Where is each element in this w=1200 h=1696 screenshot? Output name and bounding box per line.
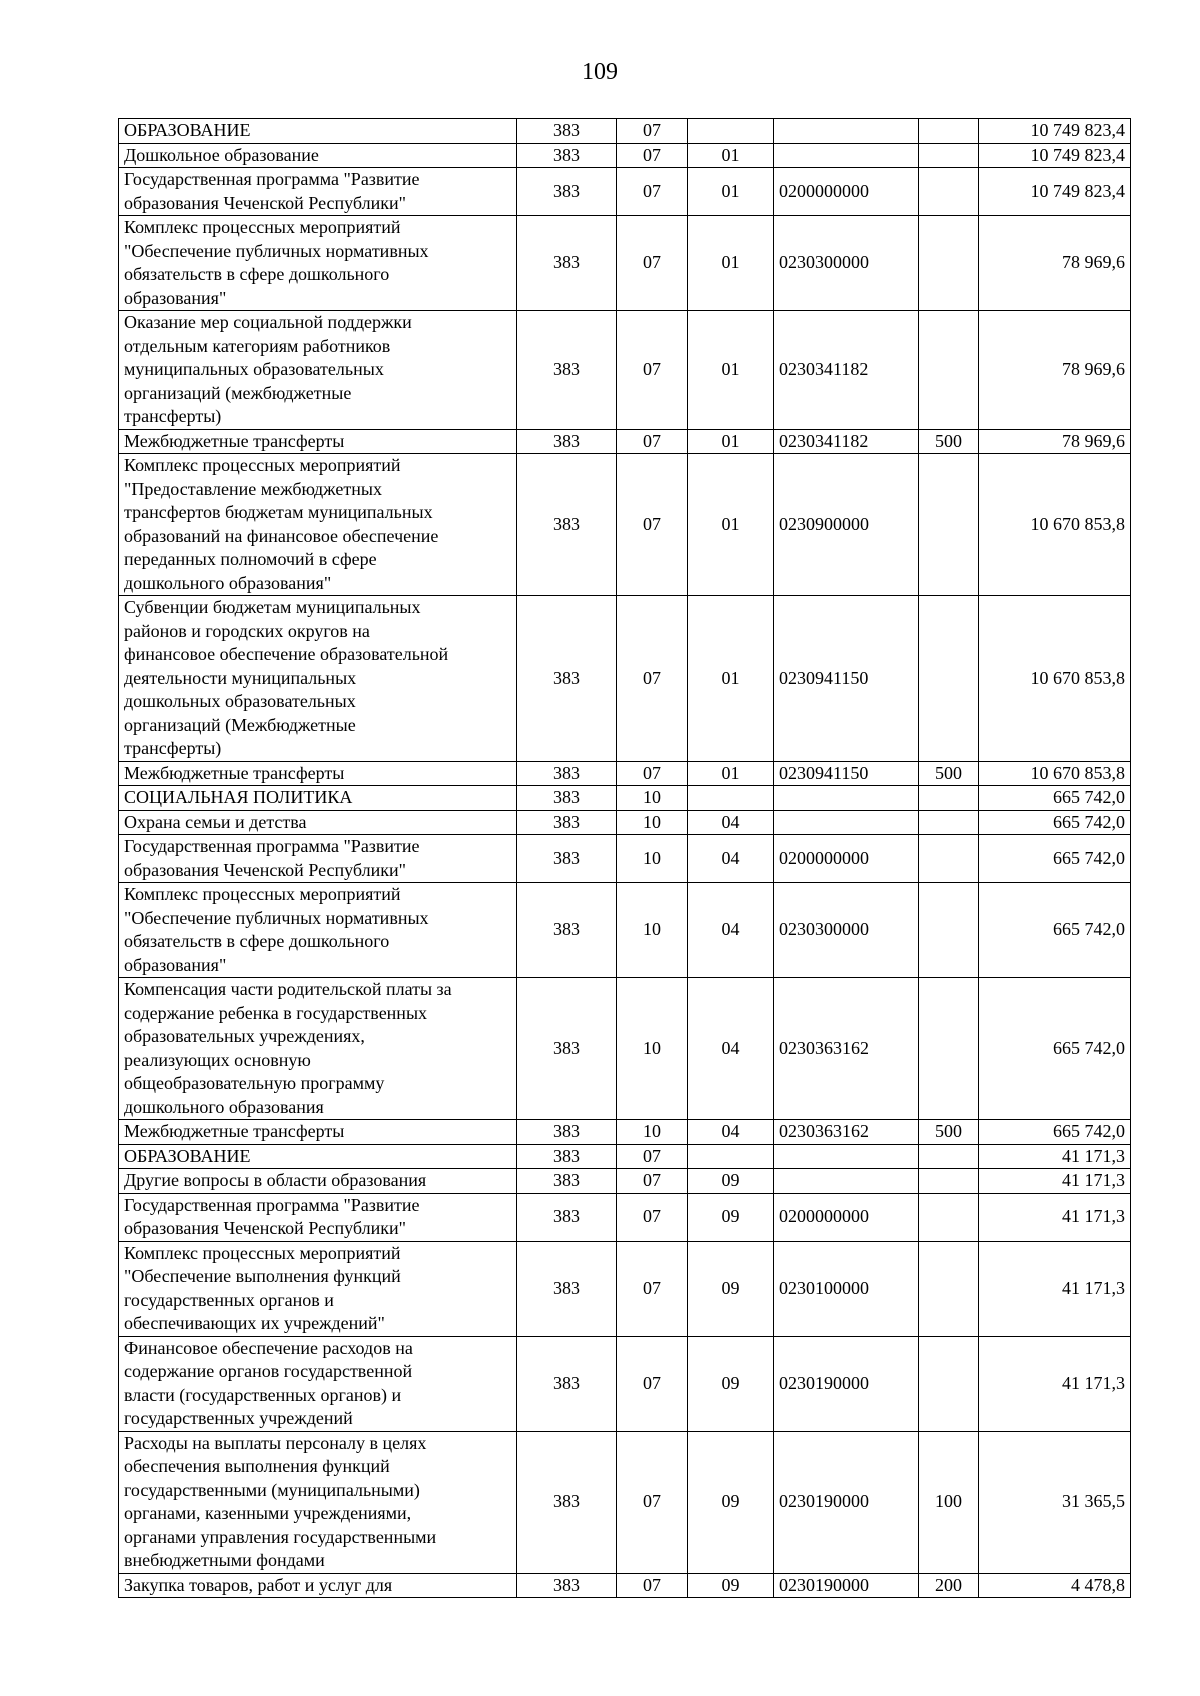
row-glava-cell: 383 (517, 119, 617, 144)
row-csr-cell (774, 119, 919, 144)
row-amount-cell: 78 969,6 (979, 429, 1131, 454)
row-csr-cell: 0230363162 (774, 1120, 919, 1145)
table-row (119, 1573, 1131, 1598)
row-rz-cell: 10 (617, 810, 688, 835)
row-vr-cell (919, 454, 979, 596)
row-glava-cell: 383 (517, 835, 617, 883)
row-amount-cell: 665 742,0 (979, 835, 1131, 883)
row-pr-cell: 09 (688, 1241, 774, 1336)
row-pr-cell: 01 (688, 454, 774, 596)
row-amount-cell: 10 670 853,8 (979, 596, 1131, 762)
row-csr-cell: 0230900000 (774, 454, 919, 596)
row-name-cell: ОБРАЗОВАНИЕ (119, 1144, 517, 1169)
row-csr-cell: 0200000000 (774, 835, 919, 883)
table-row (119, 429, 1131, 454)
row-amount-cell: 78 969,6 (979, 311, 1131, 430)
row-rz-cell: 07 (617, 168, 688, 216)
row-glava-cell: 383 (517, 810, 617, 835)
row-rz-cell: 10 (617, 883, 688, 978)
row-amount-cell: 31 365,5 (979, 1431, 1131, 1573)
row-glava-cell: 383 (517, 429, 617, 454)
row-amount-cell: 10 670 853,8 (979, 454, 1131, 596)
row-pr-cell: 04 (688, 810, 774, 835)
row-vr-cell (919, 1144, 979, 1169)
row-rz-cell: 07 (617, 216, 688, 311)
table-row (119, 216, 1131, 311)
row-csr-cell: 0230363162 (774, 978, 919, 1120)
row-glava-cell: 383 (517, 1573, 617, 1598)
row-name-cell: Государственная программа "Развитие образования Чеченской Республики" (119, 1193, 517, 1241)
row-amount-cell: 665 742,0 (979, 978, 1131, 1120)
row-rz-cell: 07 (617, 1169, 688, 1194)
row-pr-cell: 04 (688, 835, 774, 883)
row-pr-cell (688, 786, 774, 811)
row-csr-cell: 0230190000 (774, 1336, 919, 1431)
row-csr-cell (774, 143, 919, 168)
row-vr-cell (919, 1193, 979, 1241)
table-row (119, 810, 1131, 835)
table-row (119, 454, 1131, 596)
row-rz-cell: 07 (617, 596, 688, 762)
row-vr-cell (919, 810, 979, 835)
row-vr-cell: 500 (919, 761, 979, 786)
table-row (119, 596, 1131, 762)
row-name-cell: ОБРАЗОВАНИЕ (119, 119, 517, 144)
row-vr-cell (919, 168, 979, 216)
table-row (119, 143, 1131, 168)
row-csr-cell (774, 1169, 919, 1194)
row-csr-cell: 0230341182 (774, 429, 919, 454)
row-name-cell: Комплекс процессных мероприятий "Обеспечение выполнения функций государственных органов и обеспечивающих их учреждений" (119, 1241, 517, 1336)
row-vr-cell (919, 883, 979, 978)
row-pr-cell: 01 (688, 429, 774, 454)
row-amount-cell: 665 742,0 (979, 786, 1131, 811)
row-pr-cell: 09 (688, 1169, 774, 1194)
row-csr-cell: 0230341182 (774, 311, 919, 430)
row-amount-cell: 41 171,3 (979, 1144, 1131, 1169)
row-name-cell: Другие вопросы в области образования (119, 1169, 517, 1194)
row-name-cell: Субвенции бюджетам муниципальных районов и городских округов на финансовое обеспечение образовательной деятельности муниципальных дошкольных образовательных организаций (Межбюджетные трансферты) (119, 596, 517, 762)
row-vr-cell: 100 (919, 1431, 979, 1573)
row-glava-cell: 383 (517, 1144, 617, 1169)
row-csr-cell: 0200000000 (774, 1193, 919, 1241)
row-amount-cell: 41 171,3 (979, 1193, 1131, 1241)
row-vr-cell: 500 (919, 1120, 979, 1145)
row-glava-cell: 383 (517, 596, 617, 762)
row-glava-cell: 383 (517, 1241, 617, 1336)
row-glava-cell: 383 (517, 454, 617, 596)
table-row (119, 835, 1131, 883)
row-vr-cell: 500 (919, 429, 979, 454)
row-csr-cell (774, 810, 919, 835)
row-name-cell: Охрана семьи и детства (119, 810, 517, 835)
table-row (119, 168, 1131, 216)
row-rz-cell: 07 (617, 1431, 688, 1573)
row-rz-cell: 07 (617, 1336, 688, 1431)
row-rz-cell: 07 (617, 1144, 688, 1169)
row-vr-cell (919, 1241, 979, 1336)
row-name-cell: СОЦИАЛЬНАЯ ПОЛИТИКА (119, 786, 517, 811)
row-amount-cell: 10 749 823,4 (979, 119, 1131, 144)
row-amount-cell: 78 969,6 (979, 216, 1131, 311)
table-row (119, 311, 1131, 430)
row-glava-cell: 383 (517, 1193, 617, 1241)
table-row (119, 1431, 1131, 1573)
row-rz-cell: 07 (617, 454, 688, 596)
row-vr-cell (919, 216, 979, 311)
row-pr-cell (688, 119, 774, 144)
row-name-cell: Комплекс процессных мероприятий "Предоставление межбюджетных трансфертов бюджетам муниципальных образований на финансовое обеспечение переданных полномочий в сфере дошкольного образования" (119, 454, 517, 596)
row-rz-cell: 07 (617, 311, 688, 430)
row-name-cell: Государственная программа "Развитие образования Чеченской Республики" (119, 835, 517, 883)
table-row (119, 1193, 1131, 1241)
row-glava-cell: 383 (517, 1336, 617, 1431)
row-csr-cell (774, 786, 919, 811)
row-name-cell: Государственная программа "Развитие образования Чеченской Республики" (119, 168, 517, 216)
page-number: 109 (582, 59, 618, 85)
row-rz-cell: 10 (617, 786, 688, 811)
row-glava-cell: 383 (517, 978, 617, 1120)
row-amount-cell: 665 742,0 (979, 1120, 1131, 1145)
row-rz-cell: 07 (617, 1573, 688, 1598)
row-name-cell: Комплекс процессных мероприятий "Обеспечение публичных нормативных обязательств в сфере дошкольного образования" (119, 883, 517, 978)
row-rz-cell: 07 (617, 1193, 688, 1241)
row-name-cell: Дошкольное образование (119, 143, 517, 168)
budget-table-body (119, 119, 1131, 1598)
row-pr-cell: 09 (688, 1573, 774, 1598)
row-vr-cell (919, 835, 979, 883)
row-amount-cell: 41 171,3 (979, 1241, 1131, 1336)
row-pr-cell: 01 (688, 143, 774, 168)
row-csr-cell: 0230100000 (774, 1241, 919, 1336)
row-name-cell: Комплекс процессных мероприятий "Обеспечение публичных нормативных обязательств в сфере дошкольного образования" (119, 216, 517, 311)
row-vr-cell (919, 311, 979, 430)
row-rz-cell: 07 (617, 143, 688, 168)
row-glava-cell: 383 (517, 761, 617, 786)
row-csr-cell: 0200000000 (774, 168, 919, 216)
row-vr-cell (919, 143, 979, 168)
row-glava-cell: 383 (517, 1169, 617, 1194)
row-glava-cell: 383 (517, 786, 617, 811)
row-amount-cell: 4 478,8 (979, 1573, 1131, 1598)
row-amount-cell: 10 749 823,4 (979, 168, 1131, 216)
row-amount-cell: 10 749 823,4 (979, 143, 1131, 168)
table-row (119, 978, 1131, 1120)
table-row (119, 1144, 1131, 1169)
row-vr-cell (919, 119, 979, 144)
row-name-cell: Закупка товаров, работ и услуг для (119, 1573, 517, 1598)
row-glava-cell: 383 (517, 168, 617, 216)
row-name-cell: Оказание мер социальной поддержки отдельным категориям работников муниципальных образовательных организаций (межбюджетные трансферты) (119, 311, 517, 430)
row-pr-cell: 01 (688, 216, 774, 311)
row-csr-cell: 0230190000 (774, 1573, 919, 1598)
row-glava-cell: 383 (517, 1431, 617, 1573)
row-vr-cell (919, 596, 979, 762)
row-name-cell: Межбюджетные трансферты (119, 761, 517, 786)
budget-table (118, 118, 1131, 1598)
row-vr-cell (919, 978, 979, 1120)
row-pr-cell: 04 (688, 883, 774, 978)
table-row (119, 786, 1131, 811)
row-pr-cell: 09 (688, 1336, 774, 1431)
table-row (119, 761, 1131, 786)
row-pr-cell: 09 (688, 1431, 774, 1573)
row-name-cell: Межбюджетные трансферты (119, 429, 517, 454)
row-rz-cell: 10 (617, 1120, 688, 1145)
row-pr-cell: 01 (688, 596, 774, 762)
table-row (119, 119, 1131, 144)
row-rz-cell: 10 (617, 978, 688, 1120)
row-glava-cell: 383 (517, 1120, 617, 1145)
row-rz-cell: 07 (617, 1241, 688, 1336)
row-glava-cell: 383 (517, 883, 617, 978)
row-amount-cell: 665 742,0 (979, 883, 1131, 978)
row-vr-cell (919, 786, 979, 811)
row-amount-cell: 41 171,3 (979, 1169, 1131, 1194)
table-row (119, 1336, 1131, 1431)
row-vr-cell (919, 1169, 979, 1194)
row-rz-cell: 10 (617, 835, 688, 883)
row-rz-cell: 07 (617, 429, 688, 454)
row-glava-cell: 383 (517, 216, 617, 311)
row-name-cell: Межбюджетные трансферты (119, 1120, 517, 1145)
row-csr-cell: 0230941150 (774, 596, 919, 762)
row-csr-cell: 0230190000 (774, 1431, 919, 1573)
table-row (119, 883, 1131, 978)
row-name-cell: Расходы на выплаты персоналу в целях обеспечения выполнения функций государственными (муниципальными) органами, казенными учреждениями, органами управления государственными внебюджетными фондами (119, 1431, 517, 1573)
row-csr-cell: 0230300000 (774, 216, 919, 311)
row-pr-cell: 01 (688, 311, 774, 430)
table-row (119, 1169, 1131, 1194)
row-pr-cell: 01 (688, 761, 774, 786)
row-pr-cell: 04 (688, 1120, 774, 1145)
row-csr-cell: 0230300000 (774, 883, 919, 978)
row-rz-cell: 07 (617, 119, 688, 144)
row-amount-cell: 10 670 853,8 (979, 761, 1131, 786)
row-pr-cell: 09 (688, 1193, 774, 1241)
row-csr-cell (774, 1144, 919, 1169)
row-glava-cell: 383 (517, 311, 617, 430)
row-vr-cell: 200 (919, 1573, 979, 1598)
row-pr-cell: 04 (688, 978, 774, 1120)
row-glava-cell: 383 (517, 143, 617, 168)
table-row (119, 1241, 1131, 1336)
row-vr-cell (919, 1336, 979, 1431)
row-amount-cell: 41 171,3 (979, 1336, 1131, 1431)
row-pr-cell (688, 1144, 774, 1169)
row-csr-cell: 0230941150 (774, 761, 919, 786)
row-pr-cell: 01 (688, 168, 774, 216)
row-rz-cell: 07 (617, 761, 688, 786)
row-name-cell: Финансовое обеспечение расходов на содержание органов государственной власти (государственных органов) и государственных учреждений (119, 1336, 517, 1431)
table-row (119, 1120, 1131, 1145)
row-amount-cell: 665 742,0 (979, 810, 1131, 835)
row-name-cell: Компенсация части родительской платы за содержание ребенка в государственных образовательных учреждениях, реализующих основную общеобразовательную программу дошкольного образования (119, 978, 517, 1120)
